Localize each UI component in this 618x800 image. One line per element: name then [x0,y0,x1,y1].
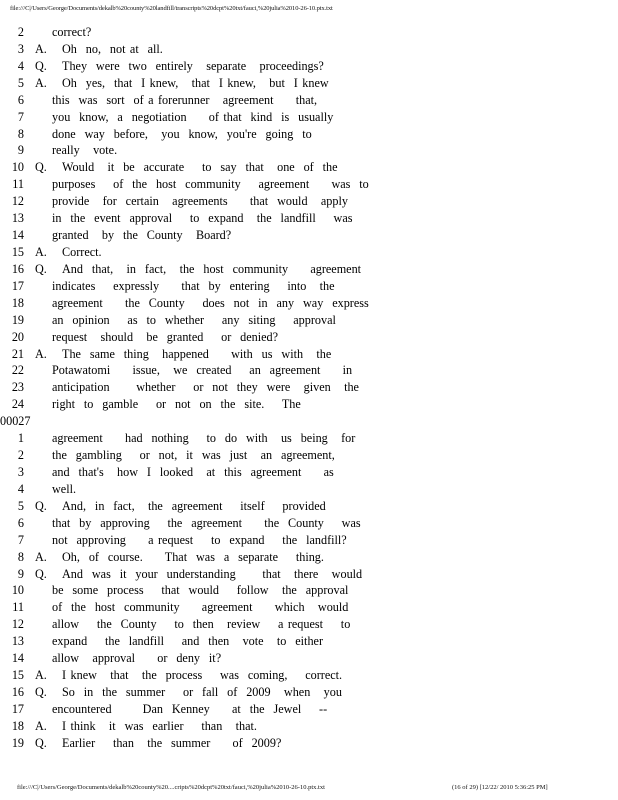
transcript-line [0,582,618,599]
transcript-line [0,109,618,126]
line-number: 10 [11,583,24,598]
line-text: expand the landfill and then vote to either [52,634,324,649]
line-number: 17 [11,701,24,716]
line-number: 4 [17,58,24,73]
line-number: 23 [11,380,24,395]
line-number: 3 [17,41,24,56]
transcript-line [0,193,618,210]
transcript-line [0,515,618,532]
line-text: Oh, of course. That was a separate thing. [62,549,324,564]
file-path-header: file:///C|/Users/George/Documents/dekalb%20county%20landfill/transcripts%20dcpt%20txt/fauci,%20julia%2010-26-10.ptx.txt [10,5,333,12]
question-marker: Q. [35,566,47,581]
line-text: purposes of the host community agreement was to [52,177,369,192]
line-number: 19 [11,735,24,750]
footer-file-path: file:///C|/Users/George/Documents/dekalb%20county%20....cripts%20dcpt%20txt/fauci,%20julia%2010-26-10.ptx.txt [17,784,325,791]
line-text: Potawatomi issue, we created an agreement in [52,363,353,378]
line-text: agreement had nothing to do with us being for [52,431,356,446]
transcript-line [0,735,618,752]
line-number: 5 [17,75,24,90]
answer-marker: A. [35,75,47,90]
line-text: provide for certain agreements that would apply [52,194,348,209]
transcript-line [0,633,618,650]
transcript-line [0,498,618,515]
transcript-line [0,75,618,92]
answer-marker: A. [35,244,47,259]
transcript-line [0,464,618,481]
line-text: really vote. [52,143,118,158]
line-number: 14 [11,651,24,666]
line-number: 16 [11,261,24,276]
line-text: Oh no, not at all. [62,41,163,56]
transcript-line [0,329,618,346]
transcript-line [0,346,618,363]
transcript-line [0,684,618,701]
transcript-line [0,362,618,379]
transcript-line [0,312,618,329]
transcript-line [0,210,618,227]
transcript-line [0,278,618,295]
line-number: 2 [17,25,24,39]
transcript-line [0,532,618,549]
line-text: indicates expressly that by entering into the [52,278,335,293]
answer-marker: A. [35,718,47,733]
transcript-line [0,599,618,616]
line-text: not approving a request to expand the landfill? [52,532,347,547]
line-number: 24 [11,397,24,412]
line-text: allow approval or deny it? [52,651,222,666]
line-number: 18 [11,718,24,733]
line-text: encountered Dan Kenney at the Jewel -- [52,701,328,716]
line-text: And, in fact, the agreement itself provided [62,498,326,513]
question-marker: Q. [35,498,47,513]
line-text: an opinion as to whether any siting approval [52,312,336,327]
line-number: 5 [17,498,24,513]
line-number: 2 [17,448,24,463]
transcript-line [0,650,618,667]
line-number: 9 [17,566,24,581]
line-number: 17 [11,278,24,293]
transcript-line [0,261,618,278]
line-text: the gambling or not, it was just an agreement, [52,448,335,463]
line-text: correct? [52,25,92,39]
line-number: 9 [17,143,24,158]
transcript-line [0,616,618,633]
line-text: this was sort of a forerunner agreement that, [52,92,318,107]
answer-marker: A. [35,668,47,683]
footer-page-info: (16 of 29) [12/22/ 2010 5:36:25 PM] [452,784,548,791]
line-number: 15 [11,668,24,683]
transcript-line [0,126,618,143]
line-number: 18 [11,295,24,310]
transcript-line [0,667,618,684]
line-number: 4 [17,481,24,496]
line-text: I knew that the process was coming, correct. [62,668,343,683]
line-text: They were two entirely separate proceedings? [62,58,324,73]
line-number: 13 [11,634,24,649]
transcript-line [0,58,618,75]
line-text: And that, in fact, the host community agreement [62,261,362,276]
line-text: Earlier than the summer of 2009? [62,735,282,750]
line-number: 7 [17,532,24,547]
transcript-line [0,142,618,159]
answer-marker: A. [35,346,47,361]
line-text: done way before, you know, you're going to [52,126,312,141]
line-number: 19 [11,312,24,327]
line-text: granted by the County Board? [52,228,232,243]
line-text: agreement the County does not in any way express [52,295,369,310]
question-marker: Q. [35,58,47,73]
line-text: be some process that would follow the approval [52,583,349,598]
line-text: The same thing happened with us with the [62,346,332,361]
line-text: that by approving the agreement the County was [52,515,361,530]
line-number: 14 [11,228,24,243]
answer-marker: A. [35,549,47,564]
question-marker: Q. [35,160,47,175]
transcript-line [0,701,618,718]
line-number: 8 [17,549,24,564]
line-number: 6 [17,92,24,107]
line-text: you know, a negotiation of that kind is usually [52,109,334,124]
transcript-line [0,481,618,498]
line-number: 11 [12,177,24,192]
transcript-line [0,176,618,193]
line-text: anticipation whether or not they were given the [52,380,359,395]
line-text: in the event approval to expand the landfill was [52,211,353,226]
line-number: 1 [17,431,24,446]
line-number: 13 [11,211,24,226]
transcript-line [0,549,618,566]
answer-marker: A. [35,41,47,56]
transcript-line [0,396,618,413]
page-number: 00027 [0,414,31,429]
line-number: 16 [11,684,24,699]
line-number: 21 [11,346,24,361]
line-number: 6 [17,515,24,530]
transcript-line [0,566,618,583]
transcript-line [0,92,618,109]
transcript-line [0,379,618,396]
line-number: 12 [11,194,24,209]
line-number: 20 [11,329,24,344]
line-text: So in the summer or fall of 2009 when you [62,684,342,699]
line-number: 8 [17,126,24,141]
line-text: of the host community agreement which would [52,600,349,615]
line-number: 10 [11,160,24,175]
question-marker: Q. [35,735,47,750]
line-text: Correct. [62,244,102,259]
line-text: request should be granted or denied? [52,329,279,344]
line-number: 3 [17,464,24,479]
line-text: right to gamble or not on the site. The [52,397,301,412]
line-text: and that's how I looked at this agreement as [52,464,334,479]
line-number: 11 [12,600,24,615]
transcript-line [0,430,618,447]
transcript-line [0,227,618,244]
transcript-line [0,159,618,176]
question-marker: Q. [35,261,47,276]
transcript-line [0,24,618,41]
page-number-line [0,413,618,430]
question-marker: Q. [35,684,47,699]
transcript-line [0,41,618,58]
transcript-line [0,244,618,261]
line-text: Would it be accurate to say that one of the [62,160,338,175]
transcript-line [0,447,618,464]
transcript-line [0,295,618,312]
line-number: 12 [11,617,24,632]
line-number: 15 [11,244,24,259]
line-number: 7 [17,109,24,124]
transcript-body [0,24,618,752]
line-text: Oh yes, that I knew, that I knew, but I knew [62,75,329,90]
transcript-line [0,718,618,735]
line-text: And was it your understanding that there would [62,566,363,581]
line-text: well. [52,481,77,496]
line-number: 22 [11,363,24,378]
line-text: allow the County to then review a request to [52,617,351,632]
line-text: I think it was earlier than that. [62,718,257,733]
